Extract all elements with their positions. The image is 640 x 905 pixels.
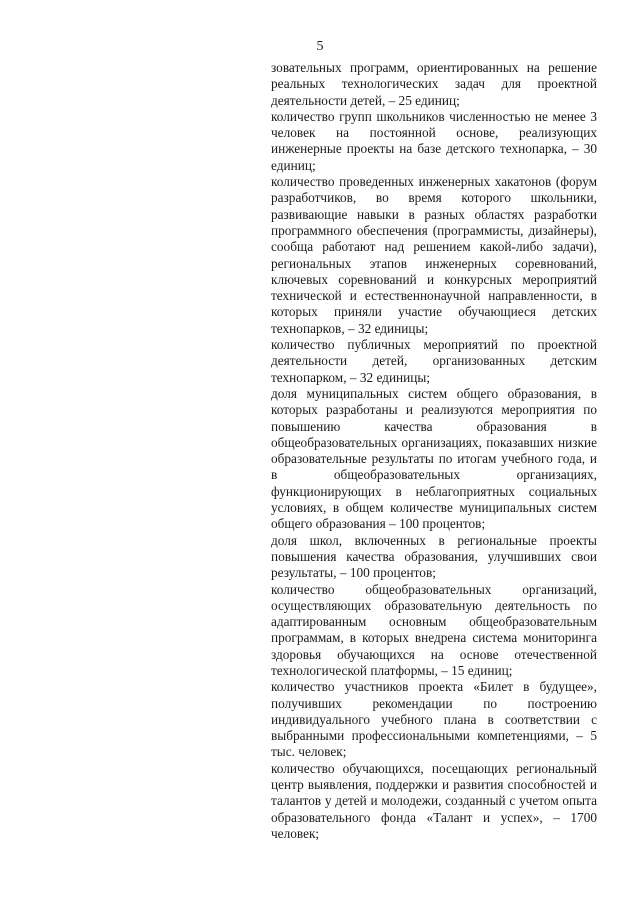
paragraph-municipal-systems: доля муниципальных систем общего образования, в которых разработаны и реализуются мероприятия по повышению качества образования в общеобразовательных организациях, показавших низкие образовательные результаты по итогам учебного года, и в общеобразовательных организациях, функционирующих в неблагоприятных социальных условиях, в общем количестве муниципальных систем общего образования – 100 процентов;	[271, 385, 597, 532]
paragraph-health-monitoring: количество общеобразовательных организаций, осуществляющих образовательную деятельность по адаптированным основным общеобразовательным программам, в которых внедрена система мониторинга здоровья обучающихся на основе отечественной технологической платформы, – 15 единиц;	[271, 581, 597, 678]
paragraph-ticket-to-future: количество участников проекта «Билет в будущее», получивших рекомендации по построению индивидуального учебного плана в соответствии с выбранными профессиональными компетенциями, – 5 тыс. человек;	[271, 679, 597, 760]
page-number: 5	[316, 39, 324, 54]
paragraph-hackathons: количество проведенных инженерных хакатонов (форум разработчиков, во время которого школьники, развивающие навыки в разных областях разработки программного обеспечения (программисты, дизайнеры), сообща работают над решением какой-либо задачи), региональных этапов инженерных соревнований, ключевых соревнований и конкурсных мероприятий технической и естественнонаучной направленности, в которых приняли участие обучающиеся детских технопарков, – 32 единицы;	[271, 174, 597, 336]
paragraph-public-events: количество публичных мероприятий по проектной деятельности детей, организованных детским технопарком, – 32 единицы;	[271, 337, 597, 385]
paragraph-educational-programs: зовательных программ, ориентированных на решение реальных технологических задач для проектной деятельности детей, – 25 единиц;	[271, 60, 597, 108]
paragraph-schools-improved: доля школ, включенных в региональные проекты повышения качества образования, улучшивших свои результаты, – 100 процентов;	[271, 532, 597, 581]
paragraph-talent-center: количество обучающихся, посещающих региональный центр выявления, поддержки и развития способностей и талантов у детей и молодежи, созданный с учетом опыта образовательного фонда «Талант и успех», – 1700 человек;	[271, 760, 597, 841]
document-body	[271, 60, 597, 842]
paragraph-student-groups: количество групп школьников численностью не менее 3 человек на постоянной основе, реализующих инженерные проекты на базе детского технопарка, – 30 единиц;	[271, 108, 597, 173]
